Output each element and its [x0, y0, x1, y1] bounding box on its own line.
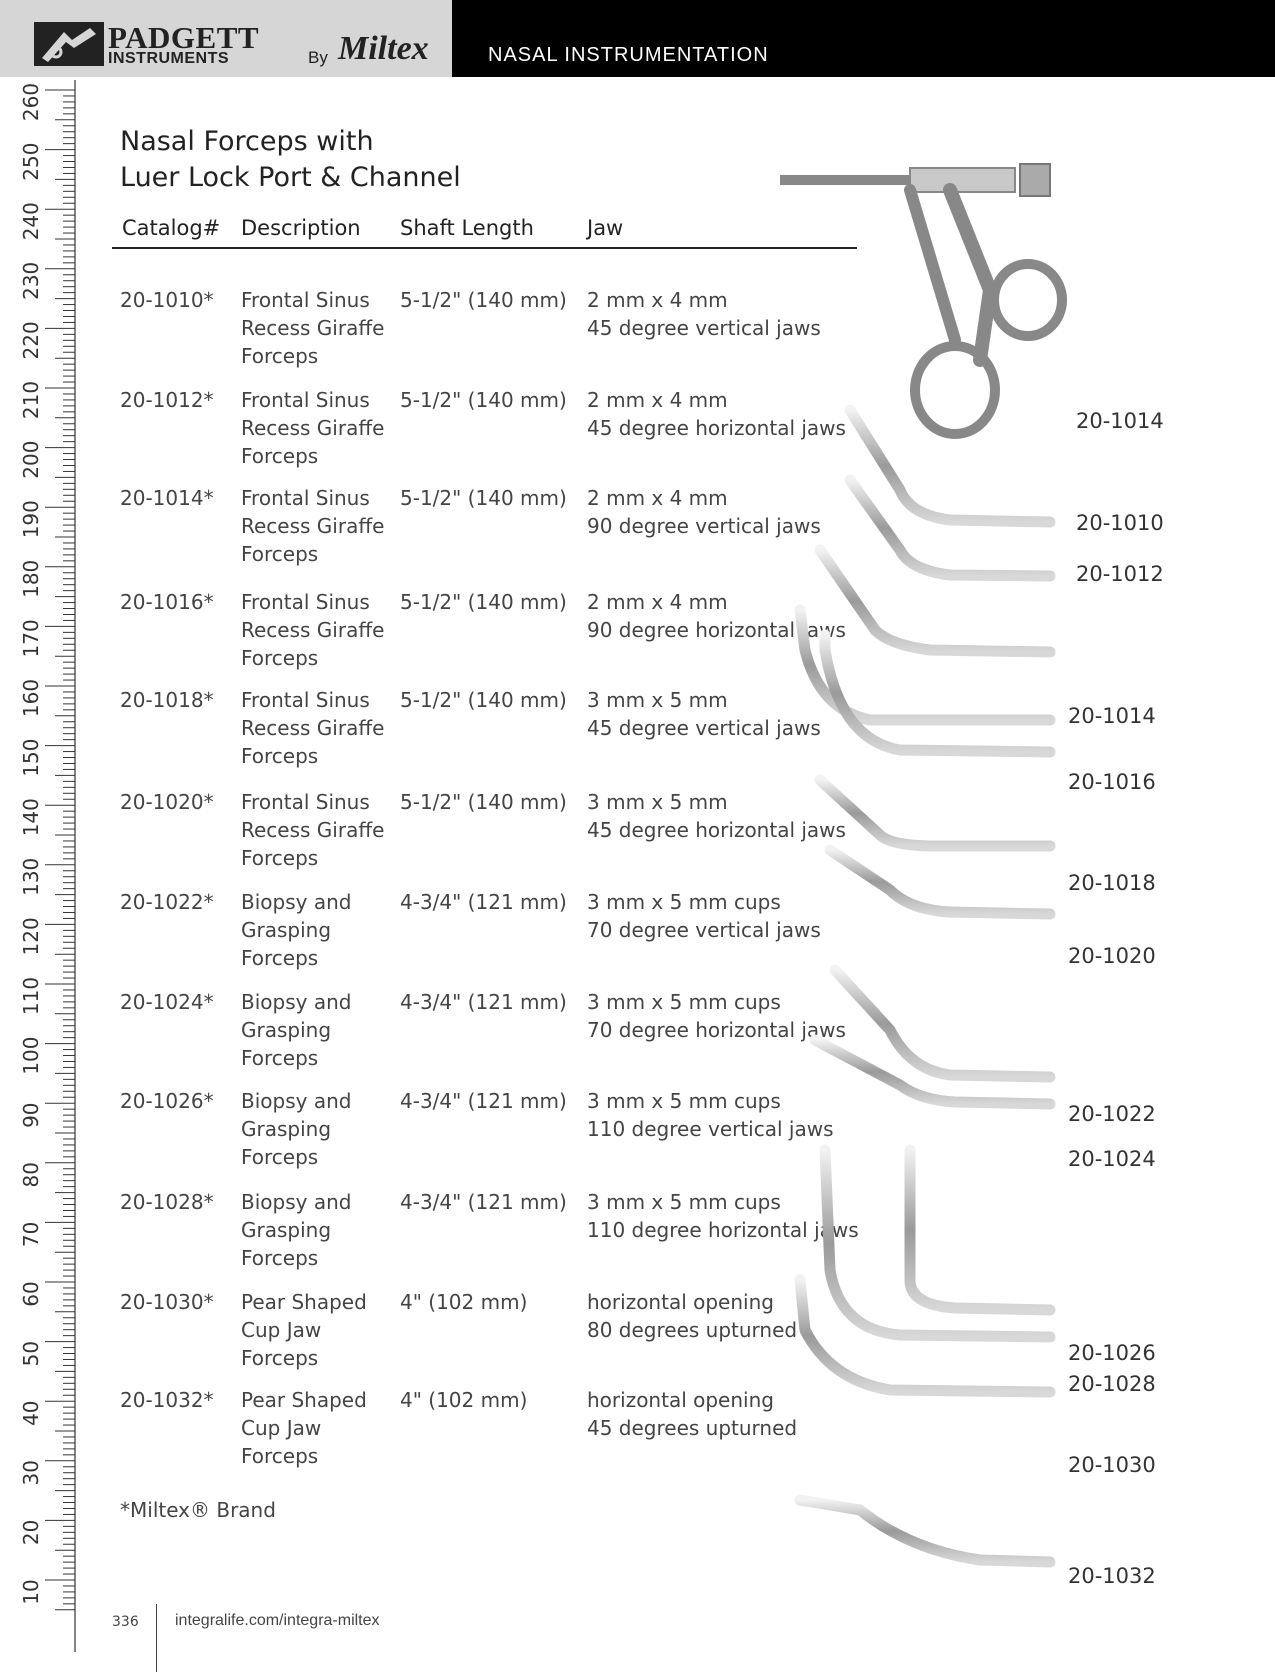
ruler-label: 160 — [19, 678, 43, 718]
shaft-length: 5-1/2" (140 mm) — [400, 590, 567, 614]
catalog-number: 20-1014* — [120, 486, 214, 510]
brand-by: By — [308, 48, 328, 67]
catalog-number: 20-1022* — [120, 890, 214, 914]
luer-lock-forceps-illustration — [780, 110, 1062, 434]
ruler-label: 80 — [19, 1162, 43, 1188]
ruler-label: 170 — [19, 619, 43, 658]
shaft-length: 4-3/4" (121 mm) — [400, 990, 567, 1014]
illustration-label: 20-1024 — [1068, 1147, 1156, 1171]
ruler-label: 100 — [19, 1036, 43, 1075]
jaw-spec: 2 mm x 4 mm 90 degree horizontal jaws — [587, 590, 846, 642]
product-description: Frontal Sinus Recess Giraffe Forceps — [241, 790, 385, 870]
ruler-label: 220 — [19, 321, 43, 360]
shaft-length: 4" (102 mm) — [400, 1388, 528, 1412]
ruler-label: 110 — [19, 976, 43, 1016]
shaft-length: 5-1/2" (140 mm) — [400, 688, 567, 712]
ruler-label: 190 — [19, 500, 43, 539]
shaft-length: 4-3/4" (121 mm) — [400, 1190, 567, 1214]
ruler-label: 40 — [19, 1400, 43, 1426]
illustration-label: 20-1022 — [1068, 1102, 1156, 1126]
header-rule — [112, 247, 857, 249]
catalog-number: 20-1018* — [120, 688, 214, 712]
ruler-label: 90 — [19, 1102, 43, 1128]
product-description: Biopsy and Grasping Forceps — [241, 890, 352, 970]
illustration-label: 20-1012 — [1076, 562, 1164, 586]
jaw-spec: 2 mm x 4 mm 90 degree vertical jaws — [587, 486, 821, 538]
illustration-label: 20-1030 — [1068, 1453, 1156, 1477]
ruler-label: 200 — [19, 440, 43, 479]
column-header-jaw: Jaw — [587, 216, 624, 240]
catalog-number: 20-1032* — [120, 1388, 214, 1412]
column-header-description: Description — [241, 216, 361, 240]
miltex-logo: Miltex — [338, 30, 429, 67]
ruler-label: 230 — [19, 261, 43, 300]
shaft-length: 4-3/4" (121 mm) — [400, 1089, 567, 1113]
illustration-label: 20-1028 — [1068, 1372, 1156, 1396]
jaw-spec: horizontal opening 45 degrees upturned — [587, 1388, 798, 1440]
illustration-label: 20-1014 — [1068, 704, 1156, 728]
brand-name: PADGETT — [108, 20, 260, 55]
section-title: NASAL INSTRUMENTATION — [488, 44, 769, 66]
illustration-label: 20-1018 — [1068, 871, 1156, 895]
jaw-spec: 2 mm x 4 mm 45 degree horizontal jaws — [587, 388, 846, 440]
product-description: Frontal Sinus Recess Giraffe Forceps — [241, 388, 385, 468]
jaw-spec: 3 mm x 5 mm cups 70 degree horizontal jaws — [587, 990, 846, 1042]
ruler-label: 50 — [19, 1340, 43, 1367]
catalog-number: 20-1012* — [120, 388, 214, 412]
product-description: Biopsy and Grasping Forceps — [241, 990, 352, 1070]
column-header-shaft-length: Shaft Length — [400, 216, 534, 240]
mm-ruler — [0, 80, 80, 1652]
catalog-number: 20-1020* — [120, 790, 214, 814]
ruler-label: 240 — [19, 202, 43, 241]
ruler-label: 20 — [19, 1519, 43, 1546]
catalog-number: 20-1030* — [120, 1290, 214, 1314]
brand-footnote: *Miltex® Brand — [120, 1498, 276, 1522]
product-description: Biopsy and Grasping Forceps — [241, 1190, 352, 1270]
illustration-label: 20-1026 — [1068, 1341, 1156, 1365]
jaw-spec: 3 mm x 5 mm cups 70 degree vertical jaws — [587, 890, 821, 942]
jaw-spec: 2 mm x 4 mm 45 degree vertical jaws — [587, 288, 821, 340]
ruler-label: 180 — [19, 559, 43, 598]
product-description: Frontal Sinus Recess Giraffe Forceps — [241, 688, 385, 768]
column-header-catalog: Catalog# — [122, 216, 221, 240]
illustration-label: 20-1010 — [1076, 511, 1164, 535]
forceps-illustrations — [780, 90, 1080, 1590]
ruler-label: 260 — [19, 82, 43, 122]
ruler-label: 210 — [19, 380, 43, 420]
product-description: Pear Shaped Cup Jaw Forceps — [241, 1290, 367, 1370]
page-title — [120, 124, 461, 196]
catalog-number: 20-1010* — [120, 288, 214, 312]
illustration-label: 20-1032 — [1068, 1564, 1156, 1588]
shaft-length: 5-1/2" (140 mm) — [400, 388, 567, 412]
catalog-number: 20-1024* — [120, 990, 214, 1014]
footer-divider — [156, 1604, 157, 1672]
ruler-label: 130 — [19, 857, 43, 896]
ruler-label: 120 — [19, 917, 43, 956]
padgett-logo-icon — [34, 22, 104, 66]
catalog-number: 20-1028* — [120, 1190, 214, 1214]
shaft-length: 4-3/4" (121 mm) — [400, 890, 567, 914]
product-description: Frontal Sinus Recess Giraffe Forceps — [241, 288, 385, 368]
ruler-label: 250 — [19, 142, 43, 181]
page-number: 336 — [112, 1614, 139, 1630]
brand-subtitle: INSTRUMENTS — [108, 50, 230, 67]
page-title-line-1: Nasal Forceps with — [120, 126, 374, 157]
product-description: Biopsy and Grasping Forceps — [241, 1089, 352, 1169]
ruler-label: 60 — [19, 1281, 43, 1307]
page-title-line-2: Luer Lock Port & Channel — [120, 162, 461, 193]
catalog-number: 20-1016* — [120, 590, 214, 614]
illustration-label: 20-1014 — [1076, 409, 1164, 433]
jaw-spec: 3 mm x 5 mm 45 degree vertical jaws — [587, 688, 821, 740]
shaft-length: 5-1/2" (140 mm) — [400, 790, 567, 814]
shaft-length: 4" (102 mm) — [400, 1290, 528, 1314]
ruler-label: 10 — [19, 1579, 43, 1605]
jaw-spec: 3 mm x 5 mm 45 degree horizontal jaws — [587, 790, 846, 842]
shaft-length: 5-1/2" (140 mm) — [400, 486, 567, 510]
ruler-label: 140 — [19, 798, 43, 837]
footer-url: integralife.com/integra-miltex — [175, 1612, 380, 1629]
ruler-label: 150 — [19, 738, 43, 777]
catalog-number: 20-1026* — [120, 1089, 214, 1113]
product-description: Frontal Sinus Recess Giraffe Forceps — [241, 590, 385, 670]
jaw-spec: horizontal opening 80 degrees upturned — [587, 1290, 798, 1342]
ruler-label: 30 — [19, 1460, 43, 1486]
product-description: Frontal Sinus Recess Giraffe Forceps — [241, 486, 385, 566]
illustration-label: 20-1020 — [1068, 944, 1156, 968]
shaft-length: 5-1/2" (140 mm) — [400, 288, 567, 312]
ruler-label: 70 — [19, 1221, 43, 1248]
jaw-spec: 3 mm x 5 mm cups 110 degree vertical jaws — [587, 1089, 834, 1141]
jaw-spec: 3 mm x 5 mm cups 110 degree horizontal jaws — [587, 1190, 859, 1242]
product-description: Pear Shaped Cup Jaw Forceps — [241, 1388, 367, 1468]
illustration-label: 20-1016 — [1068, 770, 1156, 794]
